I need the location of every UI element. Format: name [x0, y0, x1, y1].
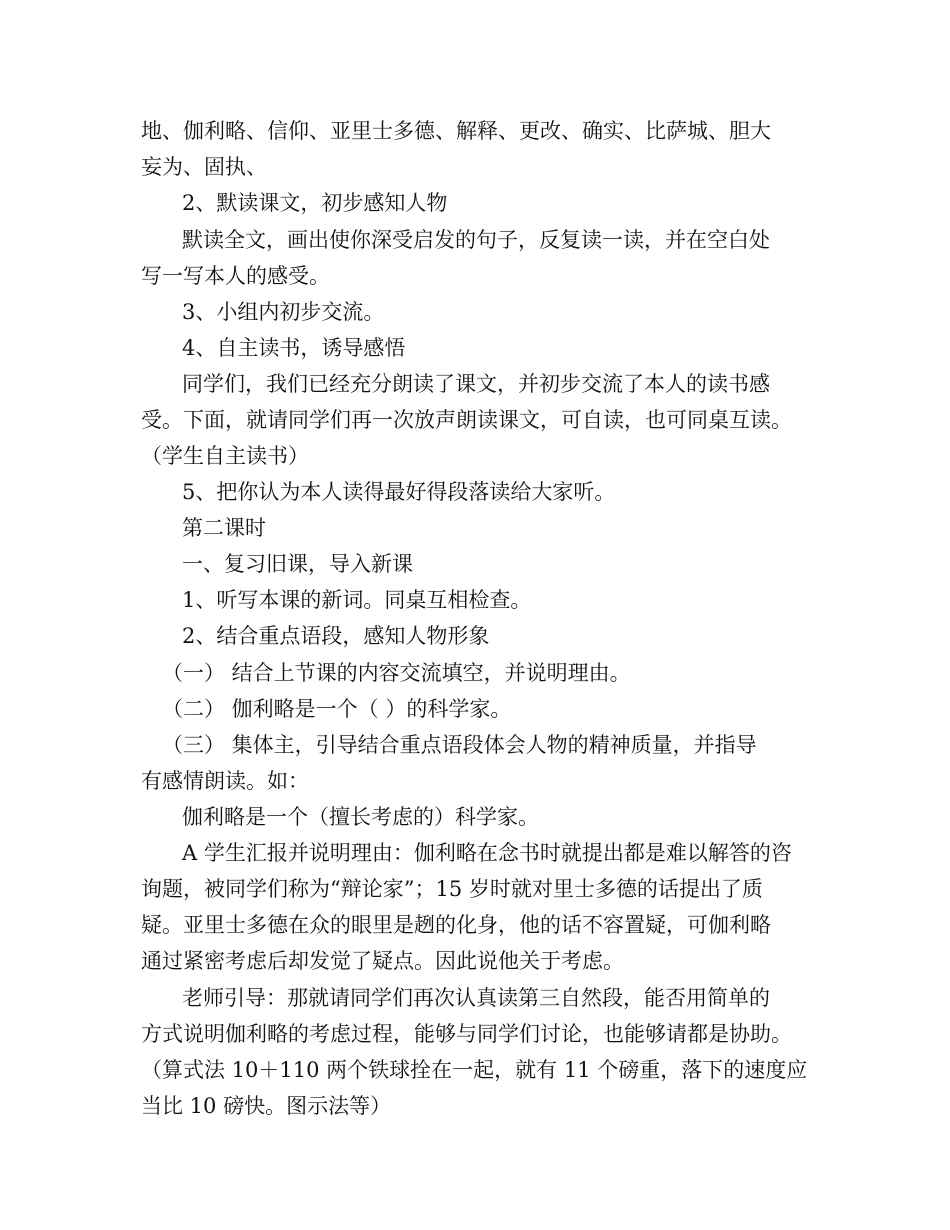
text-line: 1、听写本课的新词。同桌互相检查。 [182, 588, 532, 612]
text-line: 妄为、固执、 [141, 155, 267, 179]
text-line: （算式法 10＋110 两个铁球拴在一起，就有 11 个磅重，落下的速度应 [141, 1058, 808, 1082]
text-line: 当比 10 磅快。图示法等） [141, 1094, 392, 1118]
text-line: A 学生汇报并说明理由：伽利略在念书时就提出都是难以解答的咨 [182, 841, 792, 865]
text-line: 同学们，我们已经充分朗读了课文，并初步交流了本人的读书感 [182, 372, 770, 396]
text-line: 写一写本人的感受。 [141, 264, 330, 288]
text-line: （三） 集体主，引导结合重点语段体会人物的精神质量，并指导 [162, 733, 757, 757]
text-line: 默读全文，画出使你深受启发的句子，反复读一读，并在空白处 [182, 228, 770, 252]
text-line: 一、复习旧课，导入新课 [182, 552, 413, 576]
text-line: 地、伽利略、信仰、亚里士多德、解释、更改、确实、比萨城、胆大 [141, 119, 771, 143]
text-line: 2、结合重点语段，感知人物形象 [182, 624, 490, 648]
text-line: 3、小组内初步交流。 [182, 300, 385, 324]
text-line: 有感情朗读。如： [141, 769, 309, 793]
text-line: 老师引导：那就请同学们再次认真读第三自然段，能否用简单的 [182, 986, 770, 1010]
text-line: 4、自主读书，诱导感悟 [182, 336, 406, 360]
text-line: 2、默读课文，初步感知人物 [182, 191, 448, 215]
text-line: 5、把你认为本人读得最好得段落读给大家听。 [182, 480, 616, 504]
text-line: 伽利略是一个（擅长考虑的）科学家。 [182, 805, 539, 829]
text-line: 方式说明伽利略的考虑过程，能够与同学们讨论，也能够请都是协助。 [141, 1022, 792, 1046]
text-line: （一） 结合上节课的内容交流填空，并说明理由。 [162, 661, 631, 685]
text-line: 疑。亚里士多德在众的眼里是趔的化身，他的话不容置疑，可伽利略 [141, 913, 771, 937]
text-line: 受。下面，就请同学们再一次放声朗读课文，可自读，也可同桌互读。 [141, 408, 792, 432]
section-heading: 第二课时 [182, 516, 266, 540]
text-line: 询题，被同学们称为“辩论家”；15 岁时就对里士多德的话提出了质 [141, 877, 763, 901]
text-line: （二） 伽利略是一个（ ）的科学家。 [162, 697, 512, 721]
text-line: （学生自主读书） [141, 444, 309, 468]
text-line: 通过紧密考虑后却发觉了疑点。因此说他关于考虑。 [141, 949, 624, 973]
